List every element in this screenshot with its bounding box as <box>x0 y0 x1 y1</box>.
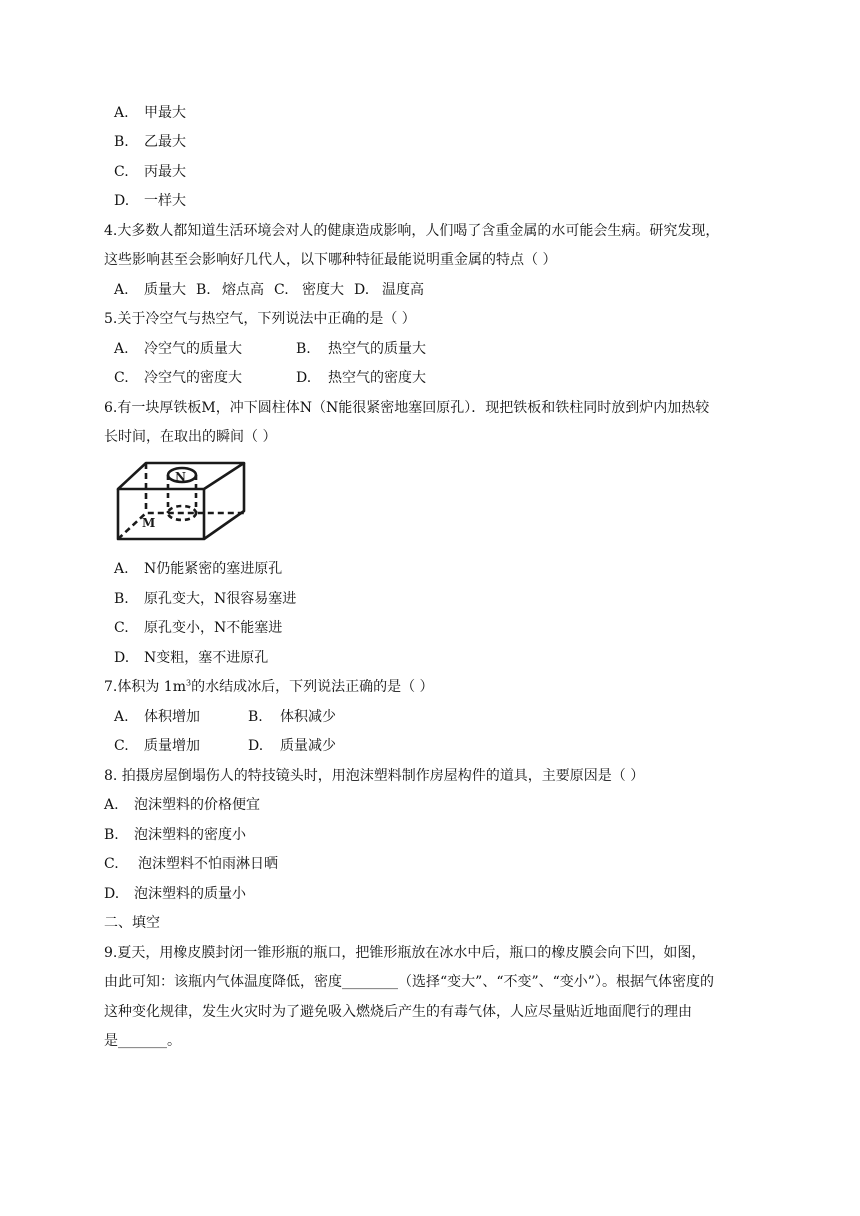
q3-option-d: D. 一样大 <box>114 193 186 209</box>
q8-option-a: A. 泡沫塑料的价格便宜 <box>104 797 260 813</box>
q5-options-row1: A. 冷空气的质量大 B. 热空气的质量大 <box>114 341 426 357</box>
iron-plate-figure <box>112 455 250 549</box>
q9-stem-line2: 由此可知：该瓶内气体温度降低，密度________（选择“变大”、“不变”、“变小”）。根据气体密度的 <box>104 974 714 990</box>
q3-option-b: B. 乙最大 <box>114 134 186 150</box>
q4-options: A. 质量大 B. 熔点高 C. 密度大 D. 温度高 <box>114 282 424 298</box>
figure-label-n: N <box>175 470 186 484</box>
q6-option-a: A. N仍能紧密的塞进原孔 <box>114 561 283 577</box>
q6-stem-line2: 长时间，在取出的瞬间（ ） <box>104 429 277 445</box>
q3-option-a: A. 甲最大 <box>114 105 186 121</box>
q7-options-row1: A. 体积增加 B. 体积减少 <box>114 709 336 725</box>
figure-label-m: M <box>142 516 156 530</box>
q5-options-row2: C. 冷空气的密度大 D. 热空气的密度大 <box>114 370 426 386</box>
q9-stem-line4: 是_______。 <box>104 1033 181 1049</box>
iron-plate-diagram <box>112 455 250 549</box>
q5-stem: 5.关于冷空气与热空气，下列说法中正确的是（ ） <box>104 311 416 327</box>
q3-option-c: C. 丙最大 <box>114 164 186 180</box>
section-heading-fill-in: 二、填空 <box>104 915 160 931</box>
q7-options-row2: C. 质量增加 D. 质量减少 <box>114 738 336 754</box>
q8-stem: 8. 拍摄房屋倒塌伤人的特技镜头时，用泡沫塑料制作房屋构件的道具，主要原因是（ ） <box>104 768 645 784</box>
q9-stem-line1: 9.夏天，用橡皮膜封闭一锥形瓶的瓶口，把锥形瓶放在冰水中后，瓶口的橡皮膜会向下凹，如图， <box>104 945 706 961</box>
q7-stem: 7.体积为 $1m^3$的水结成冰后，下列说法正确的是（ ） <box>104 678 434 695</box>
q9-stem-line3: 这种变化规律，发生火灾时为了避免吸入燃烧后产生的有毒气体，人应尽量贴近地面爬行的理由 <box>104 1004 692 1020</box>
q4-stem-line2: 这些影响甚至会影响好几代人，以下哪种特征最能说明重金属的特点（ ） <box>104 252 557 268</box>
q6-stem-line1: 6.有一块厚铁板M，冲下圆柱体N（N能很紧密地塞回原孔）．现把铁板和铁柱同时放到炉内加热较 <box>104 400 710 416</box>
q6-option-c: C. 原孔变小，N不能塞进 <box>114 620 283 636</box>
q6-option-b: B. 原孔变大，N很容易塞进 <box>114 591 297 607</box>
q4-stem-line1: 4.大多数人都知道生活环境会对人的健康造成影响，人们喝了含重金属的水可能会生病。研究发现， <box>104 223 720 239</box>
q8-option-d: D. 泡沫塑料的质量小 <box>104 886 246 902</box>
q6-option-d: D. N变粗，塞不进原孔 <box>114 650 269 666</box>
q8-option-c: C. 泡沫塑料不怕雨淋日晒 <box>104 856 278 872</box>
q8-option-b: B. 泡沫塑料的密度小 <box>104 827 246 843</box>
